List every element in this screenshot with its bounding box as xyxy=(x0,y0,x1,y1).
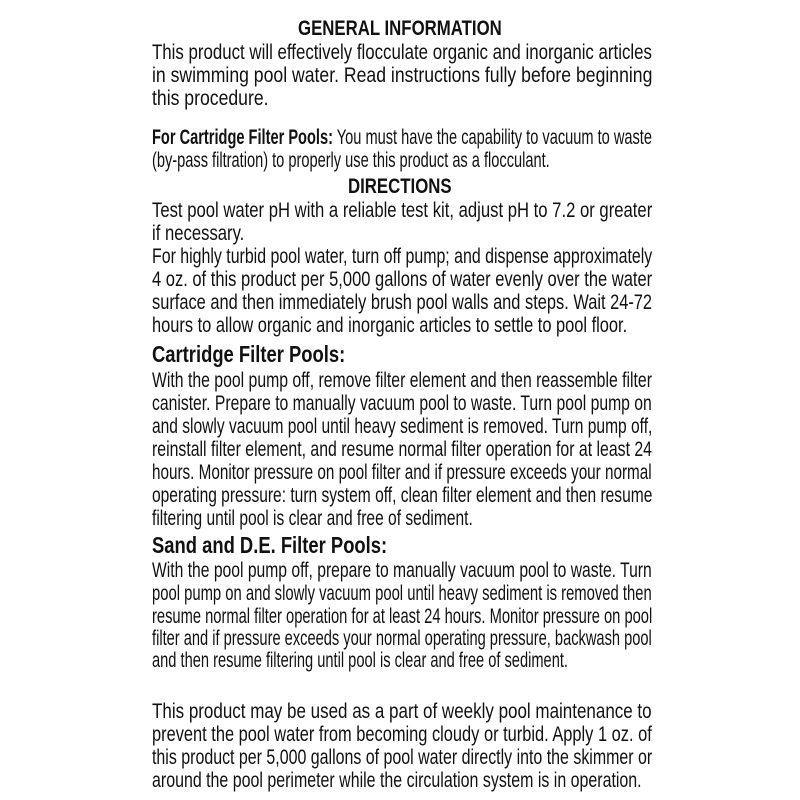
line-text: DIRECTIONS xyxy=(348,174,452,198)
line-text: pool pump on and slowly vacuum pool until heavy sediment is removed then xyxy=(152,581,652,605)
line-text: reinstall filter element, and resume normal filter operation for at least 24 xyxy=(152,437,652,461)
paragraph-line xyxy=(152,438,652,461)
paragraph-line xyxy=(152,700,652,723)
line-text: resume normal filter operation for at least 24 hours. Monitor pressure on pool xyxy=(152,604,653,628)
line-text: surface and then immediately brush pool walls and steps. Wait 24-72 xyxy=(152,290,653,314)
paragraph-line xyxy=(152,627,652,650)
line-text: canister. Prepare to manually vacuum pool to waste. Turn pool pump on xyxy=(152,391,652,415)
line-text: With the pool pump off, prepare to manually vacuum pool to waste. Turn xyxy=(152,558,652,582)
section-heading xyxy=(298,17,502,40)
line-text: This product will effectively flocculate organic and inorganic articles xyxy=(152,40,652,64)
line-text: hours to allow organic and inorganic articles to settle to pool floor. xyxy=(152,313,628,337)
line-text: filter and if pressure exceeds your normal operating pressure, backwash pool xyxy=(152,626,652,650)
paragraph-line xyxy=(152,149,550,172)
line-text: For highly turbid pool water, turn off pump; and dispense approximately xyxy=(152,244,653,268)
paragraph-line xyxy=(152,199,652,222)
paragraph-line xyxy=(152,87,269,110)
line-text: this procedure. xyxy=(152,86,269,110)
line-text: and slowly vacuum pool until heavy sediment is removed. Turn pump off, xyxy=(152,414,653,438)
paragraph-line xyxy=(152,582,652,605)
line-text: Test pool water pH with a reliable test kit, adjust pH to 7.2 or greater xyxy=(152,198,653,222)
paragraph-line xyxy=(152,64,652,87)
line-text: this product per 5,000 gallons of pool water directly into the skimmer or xyxy=(152,745,653,769)
paragraph-line xyxy=(152,461,652,484)
paragraph-line xyxy=(152,605,652,628)
paragraph-line xyxy=(152,484,652,507)
line-text: Sand and D.E. Filter Pools: xyxy=(152,531,388,558)
paragraph-line xyxy=(152,649,568,672)
line-text: and then resume filtering until pool is clear and free of sediment. xyxy=(152,648,568,672)
line-text: This product may be used as a part of weekly pool maintenance to xyxy=(152,699,652,723)
line-text: in swimming pool water. Read instructions fully before beginning xyxy=(152,63,653,87)
line-text: filtering until pool is clear and free of sediment. xyxy=(152,506,473,530)
line-text: You must have the capability to vacuum to waste xyxy=(332,125,652,149)
line-text: Cartridge Filter Pools: xyxy=(152,340,346,367)
paragraph-line xyxy=(152,369,652,392)
paragraph-line xyxy=(152,314,627,337)
line-text: if necessary. xyxy=(152,221,245,245)
paragraph-line xyxy=(152,291,652,314)
paragraph-line xyxy=(152,415,652,438)
paragraph-line xyxy=(152,392,652,415)
paragraph-line xyxy=(152,507,473,530)
line-text: GENERAL INFORMATION xyxy=(298,16,502,40)
section-heading xyxy=(348,175,452,198)
paragraph-line xyxy=(152,126,652,149)
paragraph-line xyxy=(152,222,244,245)
paragraph-line xyxy=(152,41,652,64)
subsection-heading xyxy=(152,340,346,367)
paragraph-line xyxy=(152,245,652,268)
paragraph-line xyxy=(152,723,652,746)
line-text: operating pressure: turn system off, clean filter element and then resume xyxy=(152,483,653,507)
subsection-heading xyxy=(152,531,388,558)
line-text: around the pool perimeter while the circulation system is in operation. xyxy=(152,768,642,792)
line-text: (by-pass filtration) to properly use this product as a flocculant. xyxy=(152,148,550,172)
bold-lead-text: For Cartridge Filter Pools: xyxy=(152,125,333,149)
line-text: With the pool pump off, remove filter element and then reassemble filter xyxy=(152,368,652,392)
paragraph-line xyxy=(152,746,652,769)
line-text: 4 oz. of this product per 5,000 gallons of water evenly over the water xyxy=(152,267,653,291)
line-text: hours. Monitor pressure on pool filter and if pressure exceeds your normal xyxy=(152,460,652,484)
paragraph-line xyxy=(152,268,652,291)
paragraph-line xyxy=(152,769,642,792)
paragraph-line xyxy=(152,559,652,582)
line-text: prevent the pool water from becoming cloudy or turbid. Apply 1 oz. of xyxy=(152,722,652,746)
